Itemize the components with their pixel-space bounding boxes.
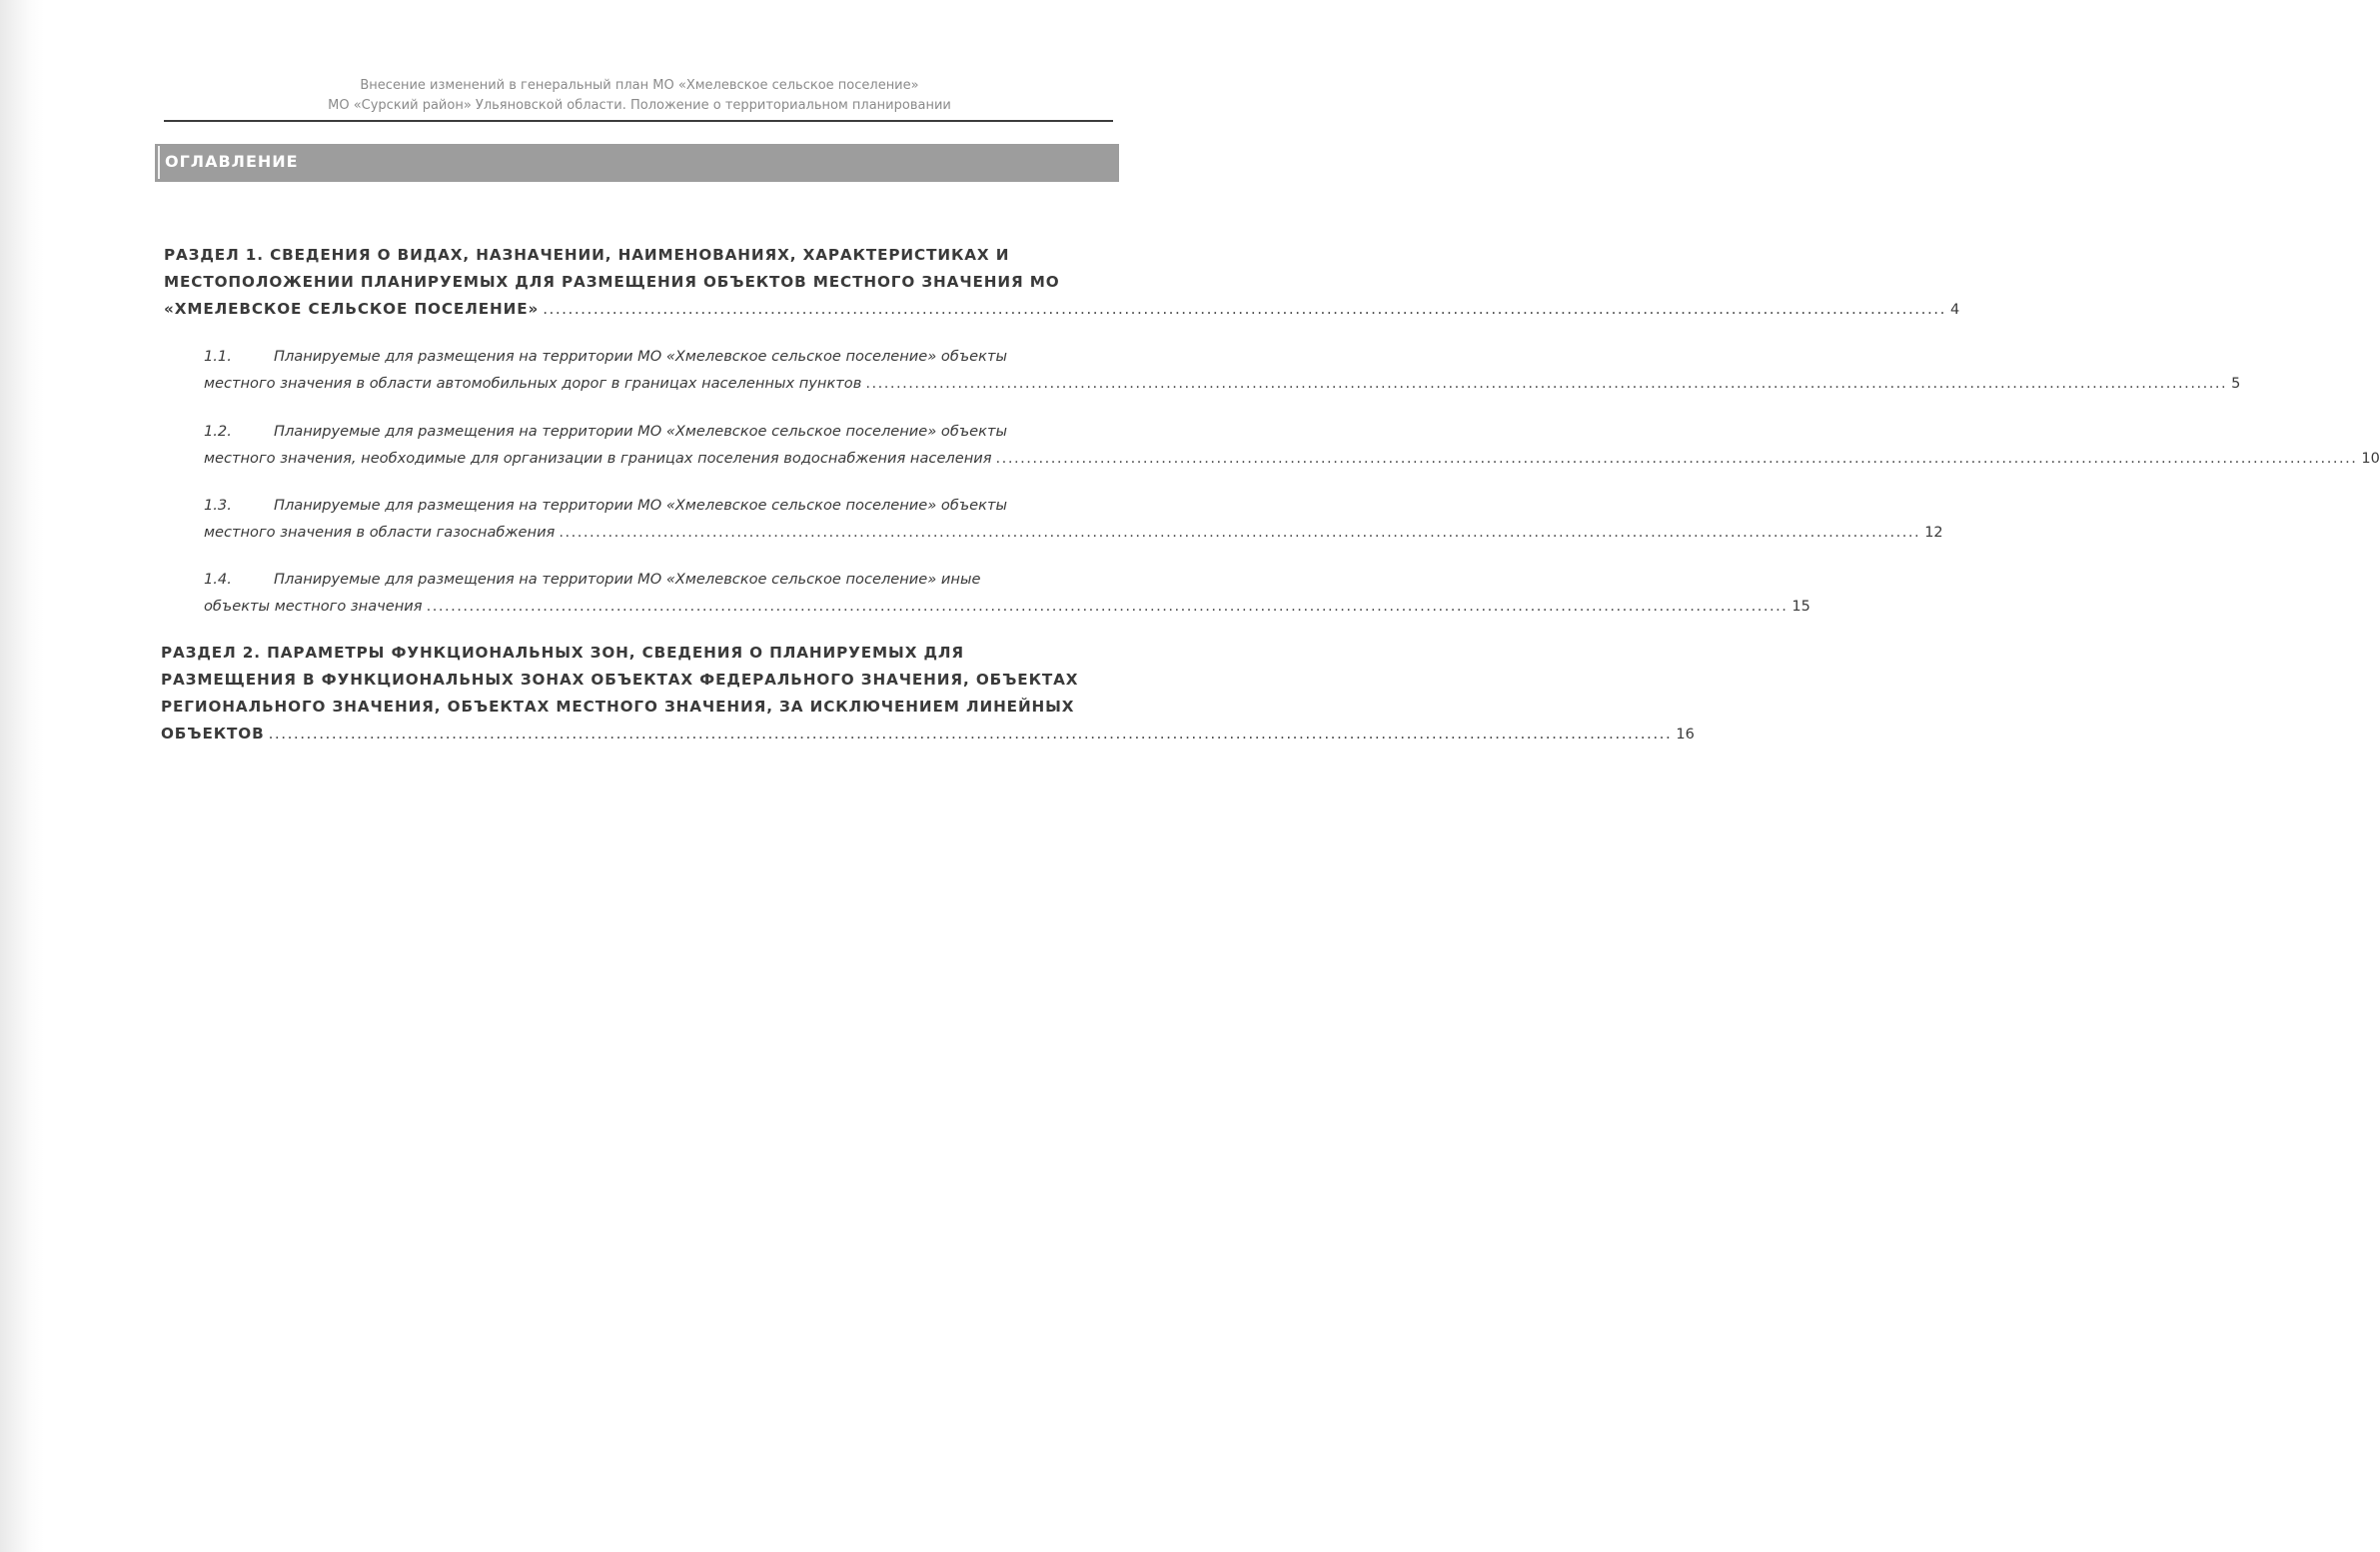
toc-entry-text: РАЗДЕЛ 1. СВЕДЕНИЯ О ВИДАХ, НАЗНАЧЕНИИ, НАИМЕНОВАНИЯХ, ХАРАКТЕРИСТИКАХ И (164, 246, 1010, 264)
toc-entry-number: 1.4. (204, 571, 232, 588)
toc-page-number: 16 (1676, 727, 1695, 743)
dot-leader: .............................................................................................................................................................................................................................. (426, 598, 1788, 615)
toc-entry-last-line (161, 721, 1695, 749)
toc-page-number: 5 (2231, 376, 2241, 392)
dot-leader: .............................................................................................................................................................................................................................. (268, 725, 1673, 743)
toc-entry-text: РАЗМЕЩЕНИЯ В ФУНКЦИОНАЛЬНЫХ ЗОНАХ ОБЪЕКТАХ ФЕДЕРАЛЬНОГО ЗНАЧЕНИЯ, ОБЪЕКТАХ (161, 671, 1079, 689)
dot-leader: .............................................................................................................................................................................................................................. (995, 450, 2358, 467)
dot-leader: .............................................................................................................................................................................................................................. (865, 375, 2228, 392)
toc-entry-text: местного значения в области газоснабжения (204, 524, 556, 541)
scan-edge-shadow (0, 0, 44, 1552)
toc-entry-section-2[interactable] (161, 640, 1695, 749)
toc-entry-text: «ХМЕЛЕВСКОЕ СЕЛЬСКОЕ ПОСЕЛЕНИЕ» (164, 300, 540, 318)
running-header (160, 76, 1119, 116)
running-header-line-1: Внесение изменений в генеральный план МО «Хмелевское сельское поселение» (360, 78, 919, 93)
toc-entry-text: РАЗДЕЛ 2. ПАРАМЕТРЫ ФУНКЦИОНАЛЬНЫХ ЗОН, СВЕДЕНИЯ О ПЛАНИРУЕМЫХ ДЛЯ (161, 644, 965, 662)
dot-leader: .............................................................................................................................................................................................................................. (543, 300, 1946, 318)
toc-entry-1-2[interactable] (204, 418, 2380, 473)
toc-heading-banner (155, 144, 1119, 182)
toc-entry-text: местного значения в области автомобильных дорог в границах населенных пунктов (204, 375, 862, 392)
toc-entry-text: объекты местного значения (204, 598, 423, 615)
toc-entry-text: местного значения, необходимые для организации в границах поселения водоснабжения населения (204, 450, 992, 467)
toc-entry-1-3[interactable] (204, 492, 1943, 547)
toc-entry-1-1[interactable] (204, 343, 2241, 398)
toc-entry-number: 1.1. (204, 348, 232, 365)
toc-entry-text: Планируемые для размещения на территории МО «Хмелевское сельское поселение» объекты (274, 348, 1007, 365)
toc-entry-last-line (204, 445, 2380, 473)
toc-entry-last-line (204, 519, 1943, 547)
toc-entry-section-1[interactable] (164, 242, 1960, 324)
toc-heading: ОГЛАВЛЕНИЕ (165, 152, 299, 171)
toc-entry-last-line (204, 370, 2241, 398)
toc-entry-last-line (204, 593, 1810, 621)
toc-page-number: 15 (1791, 599, 1810, 615)
toc-entry-text: Планируемые для размещения на территории МО «Хмелевское сельское поселение» объекты (274, 423, 1007, 440)
toc-entry-text: Планируемые для размещения на территории МО «Хмелевское сельское поселение» иные (274, 571, 981, 588)
toc-entry-1-4[interactable] (204, 566, 1810, 621)
header-rule (164, 120, 1113, 122)
toc-entry-text: Планируемые для размещения на территории МО «Хмелевское сельское поселение» объекты (274, 497, 1007, 514)
toc-entry-last-line (164, 296, 1960, 324)
toc-entry-text: МЕСТОПОЛОЖЕНИИ ПЛАНИРУЕМЫХ ДЛЯ РАЗМЕЩЕНИЯ ОБЪЕКТОВ МЕСТНОГО ЗНАЧЕНИЯ МО (164, 273, 1060, 291)
toc-page-number: 4 (1949, 302, 1960, 318)
toc-entry-text: РЕГИОНАЛЬНОГО ЗНАЧЕНИЯ, ОБЪЕКТАХ МЕСТНОГО ЗНАЧЕНИЯ, ЗА ИСКЛЮЧЕНИЕМ ЛИНЕЙНЫХ (161, 698, 1075, 716)
toc-entry-number: 1.2. (204, 423, 232, 440)
toc-page-number: 12 (1924, 525, 1943, 541)
toc-heading-accent-bar (158, 146, 160, 179)
toc-page-number: 10 (2361, 451, 2380, 467)
running-header-line-2: МО «Сурский район» Ульяновской области. Положение о территориальном планировании (328, 98, 951, 113)
toc-entry-text: ОБЪЕКТОВ (161, 725, 265, 743)
dot-leader: .............................................................................................................................................................................................................................. (559, 524, 1921, 541)
toc-entry-number: 1.3. (204, 497, 232, 514)
